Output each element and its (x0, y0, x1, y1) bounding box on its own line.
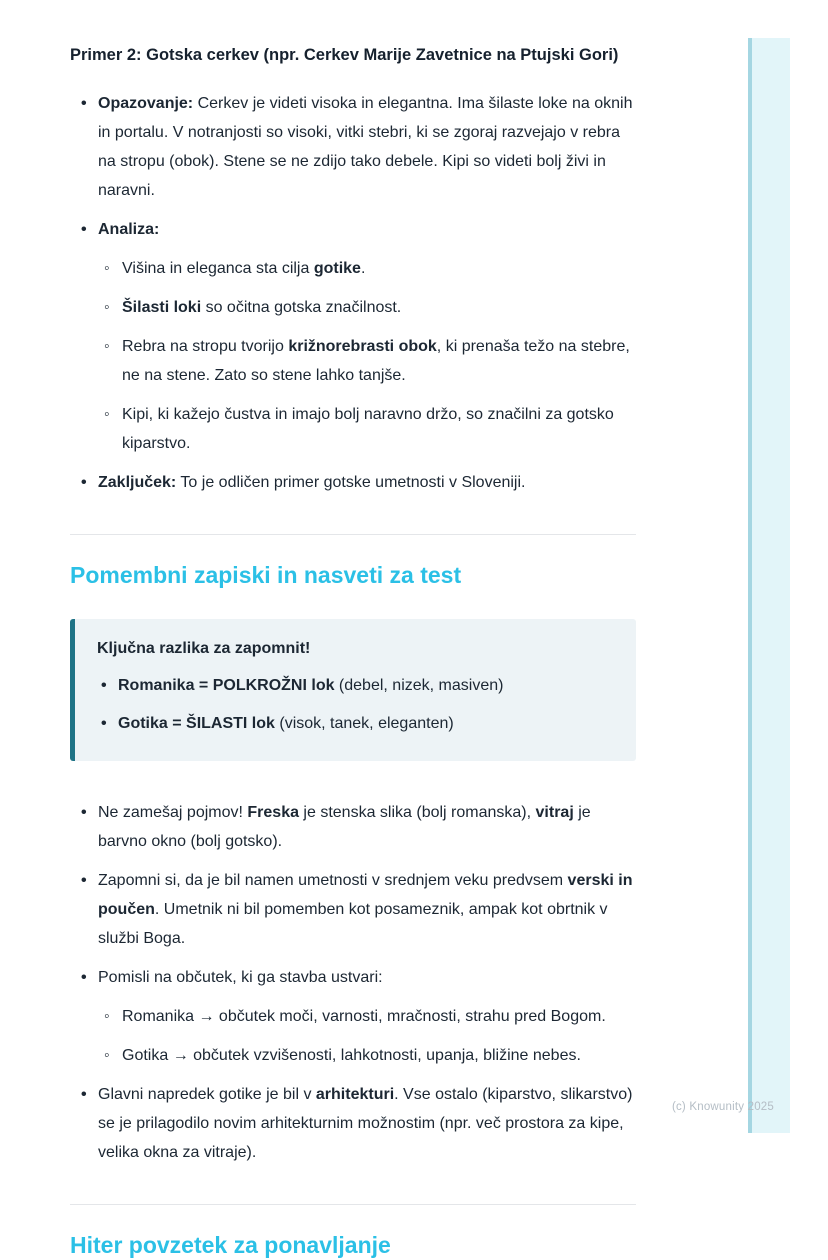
text-run: . Vse ostalo (kiparstvo, slikarstvo) se je prilagodilo novim arhitekturnim možnostim (npr. več prostora za kipe, velika okna za vitraje). (98, 1086, 633, 1162)
text-run: . (360, 260, 366, 278)
text-run: je stenska slika (bolj romanska), (298, 804, 536, 822)
text-run: . Umetnik ni bil pomemben kot posameznik, ampak kot obrtnik v službi Boga. (98, 901, 608, 948)
text-run: Cerkev je videti visoka in elegantna. Ima šilaste loke na oknih in portalu. V notranjosti so visoki, vitki stebri, ki se zgoraj razvejajo v rebra na stropu (obok). Stene se ne zdijo tako debele. Kipi so videti bolj živi in naravni. (98, 95, 633, 200)
bold-text-run: vitraj (535, 804, 574, 822)
analysis-sublist (98, 254, 636, 458)
bold-text-run: Freska (247, 804, 299, 822)
text-run: je barvno okno (bolj gotsko). (98, 804, 591, 851)
rich-text (98, 474, 525, 491)
list-item (70, 963, 636, 1070)
section-divider (70, 534, 636, 535)
list-item (70, 1080, 636, 1167)
list-item (70, 468, 636, 497)
text-run: , ki prenaša težo na stebre, ne na stene. Zato so stene lahko tanjše. (122, 338, 630, 385)
text-run: Glavni napredek gotike je bil v (98, 1086, 316, 1104)
rich-text (118, 715, 454, 732)
notes-section-heading: Pomembni zapiski in nasveti za test (70, 562, 462, 589)
rich-text (98, 1086, 632, 1161)
key-difference-callout (70, 619, 636, 761)
bold-text-run: arhitekturi (315, 1086, 395, 1104)
callout-list (97, 671, 612, 738)
list-item (97, 709, 612, 738)
text-run: Višina in eleganca sta cilja (122, 260, 314, 278)
summary-section-heading: Hiter povzetek za ponavljanje (70, 1232, 391, 1259)
rich-text (122, 1047, 581, 1064)
rich-text (98, 969, 383, 986)
list-item (98, 1002, 636, 1031)
bold-text-run: Romanika = POLKROŽNI lok (118, 677, 335, 695)
callout-title: Ključna razlika za zapomnit! (97, 640, 311, 658)
bold-text-run: Zaključek: (98, 474, 177, 492)
list-item (97, 671, 612, 700)
text-run: Gotika → občutek vzvišenosti, lahkotnosti, upanja, bližine nebes. (122, 1047, 581, 1065)
list-item (70, 89, 636, 205)
list-item (70, 215, 636, 458)
text-run: so očitna gotska značilnost. (201, 299, 402, 317)
rich-text (122, 260, 365, 277)
section-divider (70, 1204, 636, 1205)
bold-text-run: križnorebrasti obok (288, 338, 437, 356)
bold-text-run: Gotika = ŠILASTI lok (118, 715, 275, 733)
rich-text (98, 95, 632, 199)
text-run: Romanika → občutek moči, varnosti, mračnosti, strahu pred Bogom. (122, 1008, 606, 1026)
bold-text-run: gotike (313, 260, 361, 278)
list-item (98, 254, 636, 283)
text-run: Rebra na stropu tvorijo (122, 338, 289, 356)
text-run: (debel, nizek, masiven) (334, 677, 504, 695)
rich-text (98, 221, 159, 238)
list-item (70, 866, 636, 953)
page-edge-strip (748, 38, 790, 1133)
rich-text (122, 299, 401, 316)
list-item (98, 400, 636, 458)
rich-text (98, 872, 632, 947)
list-item (98, 1041, 636, 1070)
rich-text (118, 677, 503, 694)
text-run: Pomisli na občutek, ki ga stavba ustvari: (98, 969, 383, 987)
text-run: To je odličen primer gotske umetnosti v Sloveniji. (176, 474, 526, 492)
rich-text (122, 338, 630, 384)
document-content (70, 45, 636, 1260)
feeling-sublist (98, 1002, 636, 1070)
list-item (70, 798, 636, 856)
copyright-footer: (c) Knowunity 2025 (671, 1101, 774, 1113)
example-title: Primer 2: Gotska cerkev (npr. Cerkev Marije Zavetnice na Ptujski Gori) (70, 46, 619, 64)
text-run: Zapomni si, da je bil namen umetnosti v srednjem veku predvsem (98, 872, 568, 890)
example-list (70, 89, 636, 497)
bold-text-run: verski in poučen (98, 872, 633, 919)
rich-text (122, 1008, 606, 1025)
text-run: Kipi, ki kažejo čustva in imajo bolj naravno držo, so značilni za gotsko kiparstvo. (122, 406, 614, 453)
bold-text-run: Analiza: (98, 221, 160, 239)
list-item (98, 293, 636, 322)
rich-text (122, 406, 614, 452)
bold-text-run: Šilasti loki (122, 299, 202, 317)
tips-list (70, 798, 636, 1167)
rich-text (98, 804, 591, 850)
bold-text-run: Opazovanje: (98, 95, 194, 113)
text-run: (visok, tanek, eleganten) (274, 715, 454, 733)
list-item (98, 332, 636, 390)
text-run: Ne zamešaj pojmov! (98, 804, 248, 822)
